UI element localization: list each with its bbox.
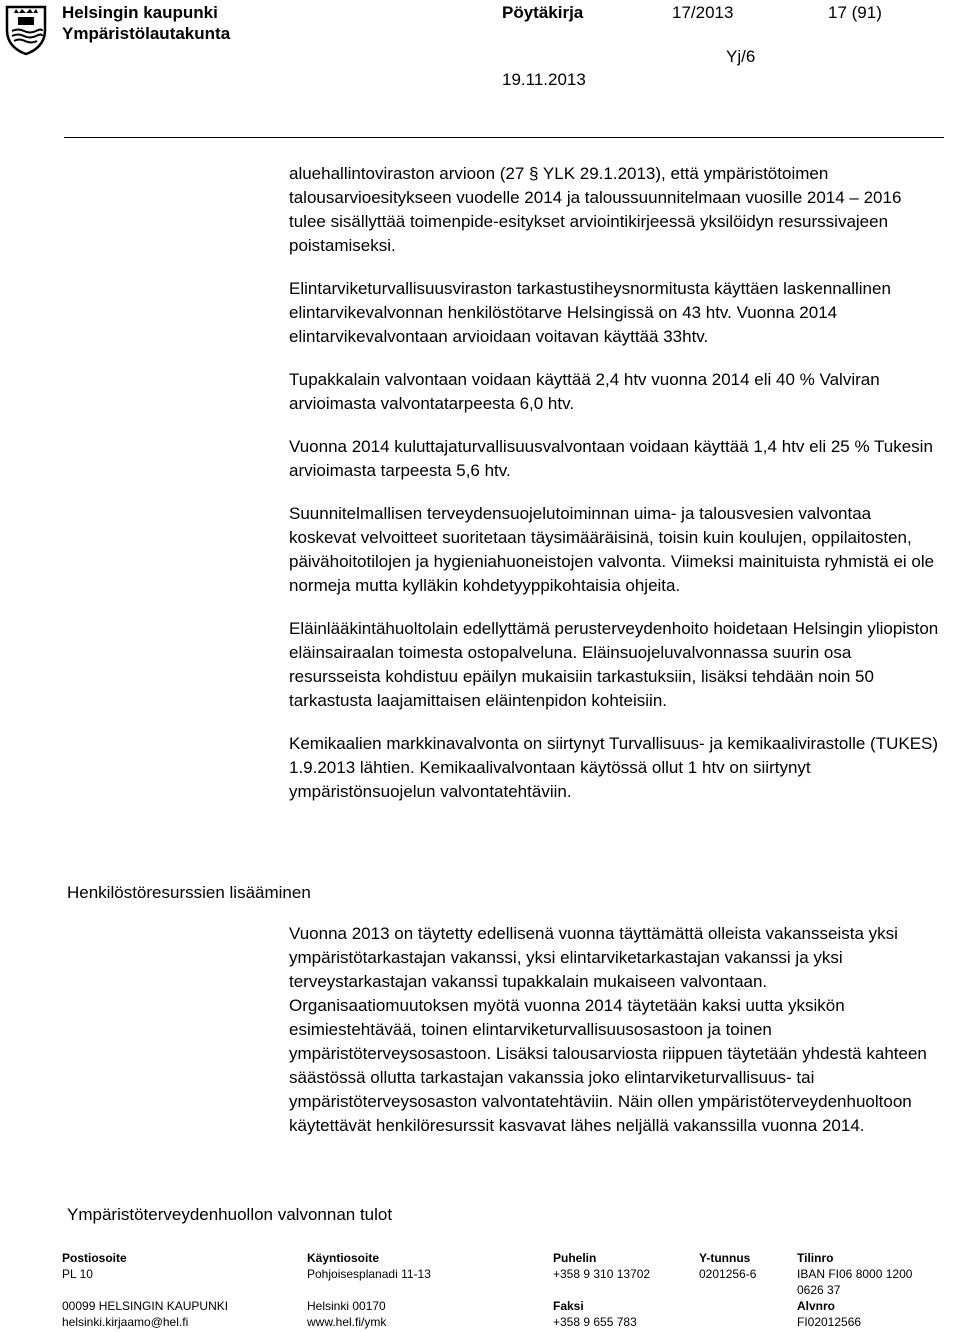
paragraph: Vuonna 2013 on täytetty edellisenä vuonna täyttämättä olleista vakansseista yksi ympäristötarkastajan vakanssi, yksi elintarviketarkastajan vakanssi ja yksi terveystarkastajan vakanssi tupakkalain mukaiseen valvontaan. Organisaatiomuutoksen myötä vuonna 2014 täytetään kaksi uutta yksikön esimiestehtävää, toinen elintarviketurvallisuusosastoon ja toinen ympäristöterveysosastoon. Lisäksi talousarviosta riippuen täytetään yhdestä kahteen säästössä ollutta tarkastajan vakanssia joko elintarviketurvallisuus- tai ympäristöterveysosaston valvontatehtäviin. Näin ollen ympäristöterveydenhuoltoon käytettävät henkilöresurssit kasvavat lähes neljällä vakanssilla vuonna 2014.	[289, 924, 927, 1135]
footer-account-label: Tilinro	[797, 1251, 834, 1265]
header-board: Ympäristölautakunta	[62, 24, 231, 43]
paragraph: aluehallintoviraston arvioon (27 § YLK 29.1.2013), että ympäristötoimen talousarvioesitykseen vuodelle 2014 ja taloussuunnitelmaan vuosille 2014 – 2016 tulee sisällyttää toimenpide-esitykset arviointikirjeessä yksilöidyn resurssivajeen poistamiseksi.	[289, 164, 902, 255]
body-section-1	[289, 162, 939, 823]
footer-ytunnus-label: Y-tunnus	[699, 1251, 751, 1265]
footer-account-2: 0626 37	[797, 1283, 841, 1297]
header-rule	[64, 137, 944, 138]
footer-phone: +358 9 310 13702	[553, 1267, 651, 1281]
footer-vat: FI02012566	[797, 1315, 862, 1329]
paragraph: Suunnitelmallisen terveydensuojelutoiminnan uima- ja talousvesien valvontaa koskevat velvoitteet suoritetaan täysimääräisinä, toisin kuin koulujen, oppilaitosten, päivähoitotilojen ja hygieniahuoneistojen valvonta. Viimeksi mainituista ryhmistä ei ole normeja mutta kylläkin kohdetyyppikohtaisia ohjeita.	[289, 504, 935, 595]
footer-postal-1: PL 10	[62, 1267, 93, 1281]
paragraph: Elintarviketurvallisuusviraston tarkastustiheysnormitusta käyttäen laskennallinen elintarvikevalvonnan henkilöstötarve Helsingissä on 43 htv. Vuonna 2014 elintarvikevalvontaan arvioidaan voitavan käyttää 33htv.	[289, 279, 891, 346]
footer-postal-2: 00099 HELSINGIN KAUPUNKI	[62, 1299, 229, 1313]
header-section: Yj/6	[726, 47, 756, 66]
paragraph: Tupakkalain valvontaan voidaan käyttää 2,4 htv vuonna 2014 eli 40 % Valviran arvioimasta valvontatarpeesta 6,0 htv.	[289, 370, 880, 413]
footer-visit-1: Pohjoisesplanadi 11-13	[307, 1267, 431, 1281]
footer-account-1: IBAN FI06 8000 1200	[797, 1267, 913, 1281]
header-doc-number: 17/2013	[672, 3, 734, 22]
body-section-2	[289, 922, 939, 1157]
footer-fax-label: Faksi	[553, 1299, 584, 1313]
helsinki-crest-icon	[4, 4, 48, 56]
side-heading-personnel: Henkilöstöresurssien lisääminen	[67, 883, 311, 902]
footer-phone-label: Puhelin	[553, 1251, 597, 1265]
footer-fax: +358 9 655 783	[553, 1315, 637, 1329]
footer-ytunnus: 0201256-6	[699, 1267, 757, 1281]
header-org: Helsingin kaupunki	[62, 3, 218, 22]
paragraph: Eläinlääkintähuoltolain edellyttämä perusterveydenhoito hoidetaan Helsingin yliopiston eläinsairaalan toimesta ostopalveluna. Eläinsuojeluvalvonnassa suurin osa resursseista kohdistuu epäilyn mukaisiin tarkastuksiin, lisäksi tehdään noin 50 tarkastusta laajamittaisen eläintenpidon kohteisiin.	[289, 619, 939, 710]
footer-vat-label: Alvnro	[797, 1299, 836, 1313]
footer-email[interactable]: helsinki.kirjaamo@hel.fi	[62, 1315, 189, 1329]
header-page: 17 (91)	[828, 3, 882, 22]
footer-postal-label: Postiosoite	[62, 1251, 127, 1265]
paragraph: Kemikaalien markkinavalvonta on siirtynyt Turvallisuus- ja kemikaalivirastolle (TUKES) 1.9.2013 lähtien. Kemikaalivalvontaan käytössä ollut 1 htv on siirtynyt ympäristönsuojelun valvontatehtäviin.	[289, 734, 939, 801]
footer-website-link[interactable]: www.hel.fi/ymk	[307, 1315, 387, 1329]
side-heading-income: Ympäristöterveydenhuollon valvonnan tulot	[67, 1205, 393, 1224]
header-date: 19.11.2013	[502, 70, 586, 89]
footer-visit-label: Käyntiosoite	[307, 1251, 380, 1265]
header-doc-type: Pöytäkirja	[502, 3, 584, 22]
paragraph: Vuonna 2014 kuluttajaturvallisuusvalvontaan voidaan käyttää 1,4 htv eli 25 % Tukesin arvioimasta tarpeesta 5,6 htv.	[289, 437, 933, 480]
footer-visit-2: Helsinki 00170	[307, 1299, 386, 1313]
